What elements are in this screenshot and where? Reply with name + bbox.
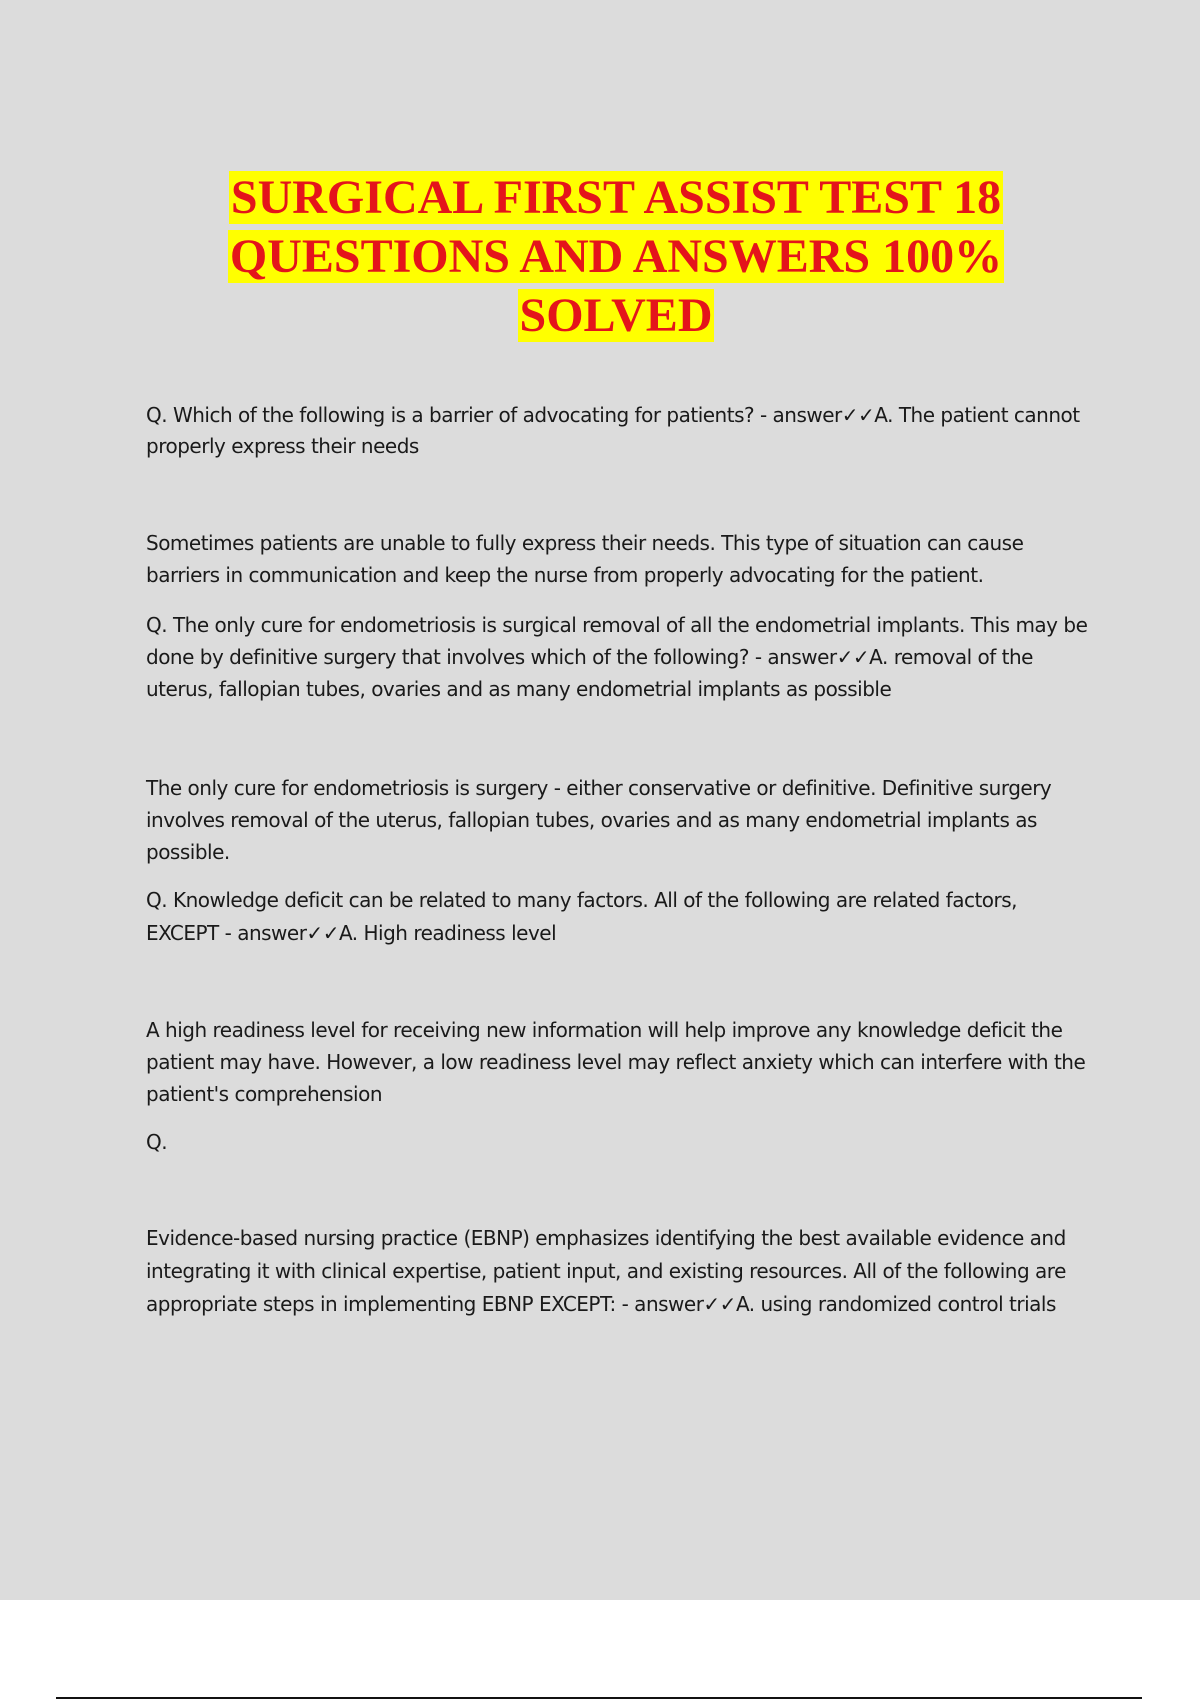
footer-divider (56, 1697, 1142, 1699)
question-4-label: Q. (146, 1130, 168, 1154)
document-title (170, 168, 1062, 345)
question-2: Q. The only cure for endometriosis is surgical removal of all the endometrial implants. This may be done by definitive surgery that involves which of the following? - answer✓✓A. removal of the uterus, fallopian tubes, ovaries and as many endometrial implants as possible (146, 613, 1088, 701)
question-3: Q. Knowledge deficit can be related to many factors. All of the following are related factors, EXCEPT - answer✓✓A. High readiness level (146, 888, 1018, 945)
explanation-1: Sometimes patients are unable to fully express their needs. This type of situation can cause barriers in communication and keep the nurse from properly advocating for the patient. (146, 531, 1024, 587)
explanation-2: The only cure for endometriosis is surgery - either conservative or definitive. Definitive surgery involves removal of the uterus, fallopian tubes, ovaries and as many endometrial implants as possible. (146, 776, 1052, 864)
question-4-text: Evidence-based nursing practice (EBNP) emphasizes identifying the best available evidence and integrating it with clinical expertise, patient input, and existing resources. All of the following are appropriate steps in implementing EBNP EXCEPT: - answer✓✓A. using randomized control trials (146, 1226, 1066, 1316)
explanation-3: A high readiness level for receiving new information will help improve any knowledge deficit the patient may have. However, a low readiness level may reflect anxiety which can interfere with the patient's comprehension (146, 1018, 1086, 1106)
question-1: Q. Which of the following is a barrier of advocating for patients? - answer✓✓A. The patient cannot properly express their needs (146, 403, 1080, 458)
document-title-highlight: SURGICAL FIRST ASSIST TEST 18 QUESTIONS AND ANSWERS 100% SOLVED (229, 171, 1003, 342)
